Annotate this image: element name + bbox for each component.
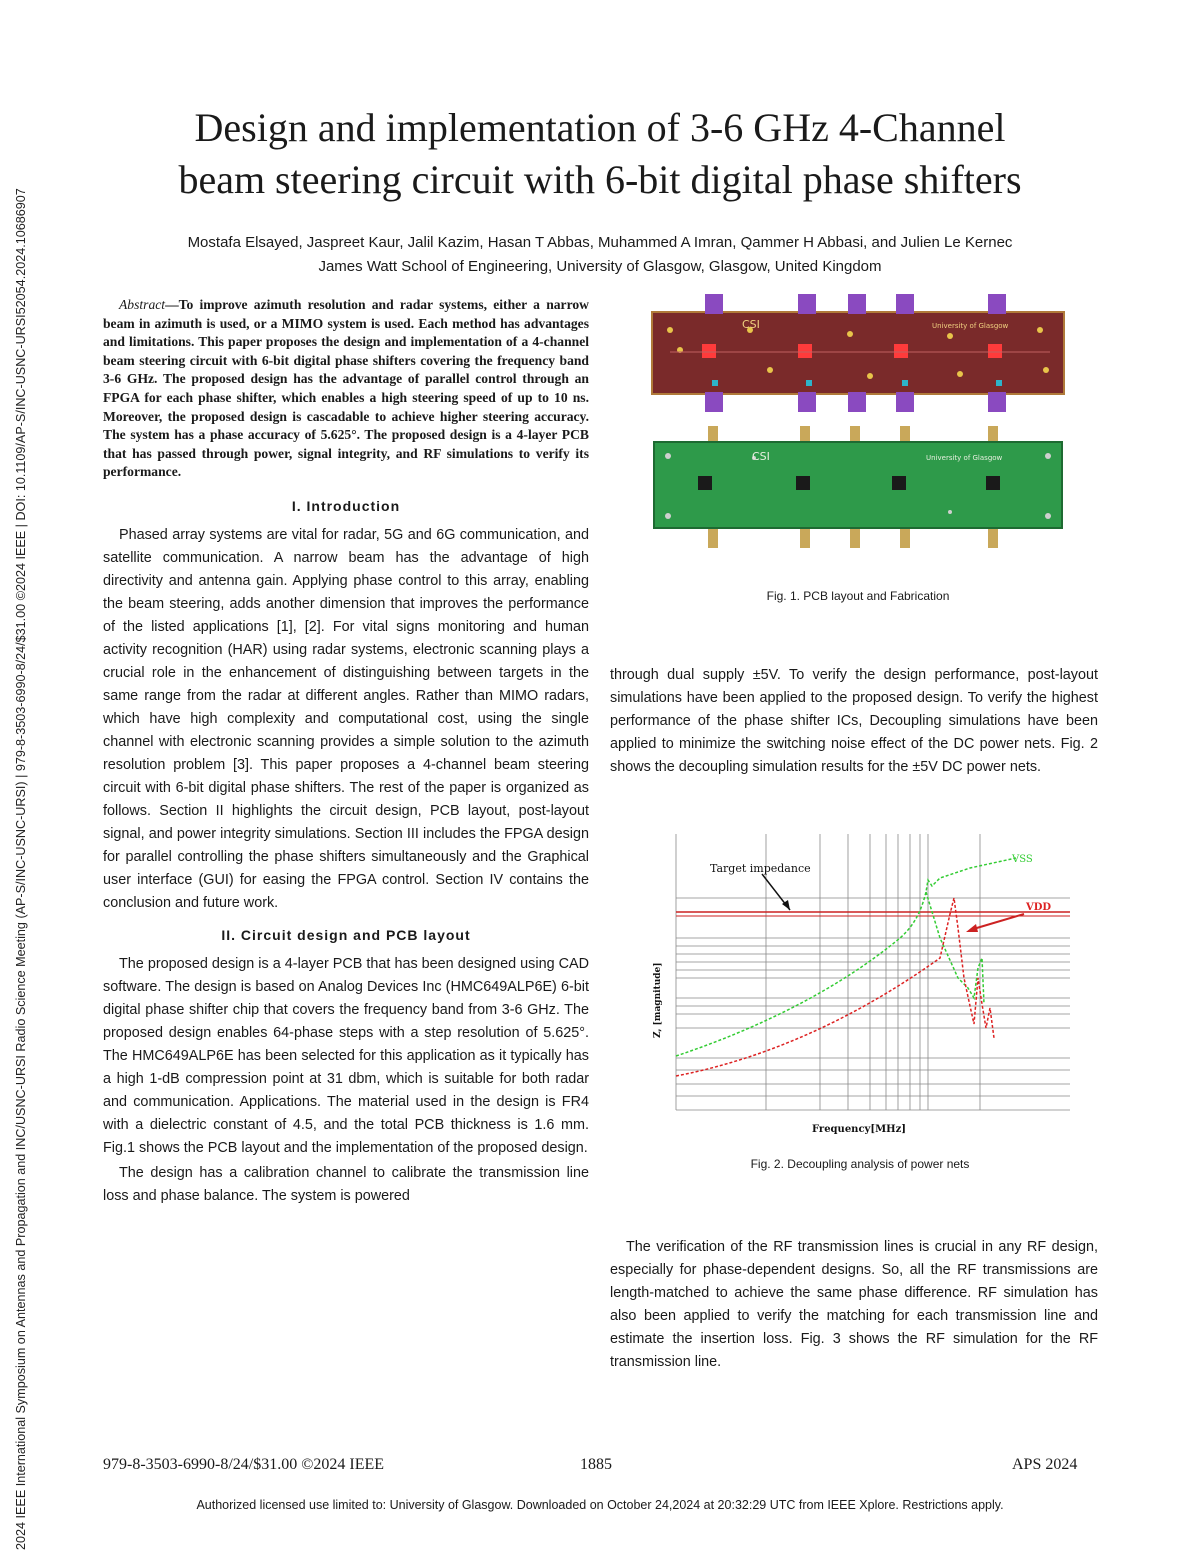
x-axis-label: Frequency[MHz] xyxy=(812,1124,907,1135)
layout-university-text: University of Glasgow xyxy=(932,322,1009,330)
title-line-1: Design and implementation of 3-6 GHz 4-Channel xyxy=(194,105,1006,150)
author-list: Mostafa Elsayed, Jaspreet Kaur, Jalil Kazim, Hasan T Abbas, Muhammed A Imran, Qammer H Abbasi, and Julien Le Kernec xyxy=(187,234,1013,251)
side-banner xyxy=(2,10,26,1550)
board-university-text: University of Glasgow xyxy=(926,454,1003,462)
y-axis-label: Z, [magnitude] xyxy=(653,962,663,1038)
circuit-design-paragraph-1: The proposed design is a 4-layer PCB that has been designed using CAD software. The design is based on Analog Devices Inc (HMC649ALP6E) 6-bit digital phase shifter chip that covers the frequency band from 3-6 GHz. The proposed design enables 64-phase steps with a step resolution of 5.625°. The HMC649ALP6E has been selected for this application as it typically has a high 1-dB compression point at 31 dbm, which is suitable for both radar and communication. Applications. The material used in the design is FR4 with a dielectric constant of 4.5, and the total PCB thickness is 1.6 mm. Fig.1 shows the PCB layout and the implementation of the proposed design. xyxy=(103,955,589,1156)
paper-title xyxy=(60,102,1140,206)
section-heading-circuit-design: II. Circuit design and PCB layout xyxy=(221,926,471,943)
abstract-lead: Abstract xyxy=(119,297,166,312)
right-paragraph-1: through dual supply ±5V. To verify the design performance, post-layout simulations have been applied to the proposed design. To verify the highest performance of the phase shifter ICs, Decoupling simulations have been applied to minimize the switching noise effect of the DC power nets. Fig. 2 shows the decoupling simulation results for the ±5V DC power nets. xyxy=(610,667,1098,775)
pcb-figure-image xyxy=(650,290,1066,562)
title-line-2: beam steering circuit with 6-bit digital phase shifters xyxy=(178,157,1022,202)
section-heading-introduction: I. Introduction xyxy=(291,497,401,514)
circuit-design-paragraph-2: The design has a calibration channel to calibrate the transmission line loss and phase balance. The system is powered xyxy=(103,1164,589,1204)
layout-logo: CSI xyxy=(742,318,760,331)
introduction-paragraph: Phased array systems are vital for radar, 5G and 6G communication, and satellite communication. A narrow beam has the advantage of high directivity and antenna gain. Applying phase control to this array, enabling the beam steering, adds another dimension that improves the performance of the listed applications [1], [2]. For vital signs monitoring and human activity recognition (HAR) using radar systems, electronic scanning plays a crucial role in the enhancement of distinguishing between targets in the same range from the radar at different angles. Rather than MIMO radars, which have high complexity and computational cost, using the single channel with electronic scanning provides a simple solution to the azimuth resolution problem [3]. This paper proposes a 4-channel beam steering circuit with 6-bit digital phase shifters. The rest of the paper is organized as follows. Section II highlights the circuit design, PCB layout, post-layout signal, and power integrity simulations. Section III includes the FPGA design for parallel controlling the phase shifters simultaneously and the Graphical user interface (GUI) for easing the FPGA control. Section IV contains the conclusion and future work. xyxy=(103,526,589,911)
abstract-body: —To improve azimuth resolution and radar systems, either a narrow beam in azimuth is used, or a MIMO system is used. Each method has advantages and limitations. This paper proposes the design and implementation of a 4-channel beam steering circuit with 6-bit digital phase shifters covering the frequency band 3-6 GHz. The proposed design has the advantage of parallel control through an FPGA for each phase shifter, which enables a high steering speed of up to 10 ns. Moreover, the proposed design is cascadable to achieve higher steering accuracy. The system has a phase accuracy of 5.625°. The proposed design is a 4-layer PCB that has passed through power, signal integrity, and RF simulations to verify its performance. xyxy=(103,297,589,480)
decoupling-chart xyxy=(640,828,1080,1138)
vdd-label: VDD xyxy=(1026,902,1052,913)
footer-isbn: 979-8-3503-6990-8/24/$31.00 ©2024 IEEE xyxy=(103,1456,385,1473)
figure-2 xyxy=(640,828,1080,1171)
license-notice: Authorized licensed use limited to: University of Glasgow. Downloaded on October 24,2024 at 20:32:29 UTC from IEEE Xplore. Restrictions apply. xyxy=(196,1498,1004,1512)
figure-1 xyxy=(650,290,1066,603)
pcb-fabricated-view xyxy=(654,426,1062,548)
abstract xyxy=(103,296,589,482)
side-banner-text: 2024 IEEE International Symposium on Antennas and Propagation and INC/USNC-URSI Radio Science Meeting (AP-S/INC-USNC-URSI) | 979-8-3503-6990-8/24/$31.00 ©2024 IEEE | DOI: 10.1109/AP-S/INC-USNC-URSI52054.2024.10686907 xyxy=(14,188,28,1550)
right-column-top xyxy=(610,664,1098,779)
figure-1-caption: Fig. 1. PCB layout and Fabrication xyxy=(766,589,950,603)
target-impedance-label: Target impedance xyxy=(710,862,811,875)
right-paragraph-2: The verification of the RF transmission lines is crucial in any RF design, especially for phase-dependent designs. So, all the RF transmissions are length-matched to achieve the same phase difference. RF simulation has also been applied to verify the matching for each transmission line and estimate the insertion loss. Fig. 3 shows the RF simulation for the RF transmission line. xyxy=(610,1239,1098,1370)
pcb-layout-view xyxy=(652,294,1064,412)
footer-conference: APS 2024 xyxy=(1012,1456,1078,1473)
vss-label: VSS xyxy=(1012,854,1033,865)
right-column-bottom xyxy=(610,1236,1098,1374)
left-column xyxy=(103,296,589,1208)
figure-2-caption: Fig. 2. Decoupling analysis of power nets xyxy=(750,1157,970,1171)
board-logo: CSI xyxy=(752,450,770,463)
affiliation: James Watt School of Engineering, University of Glasgow, Glasgow, United Kingdom xyxy=(318,258,882,275)
footer-page-number: 1885 xyxy=(580,1456,612,1473)
